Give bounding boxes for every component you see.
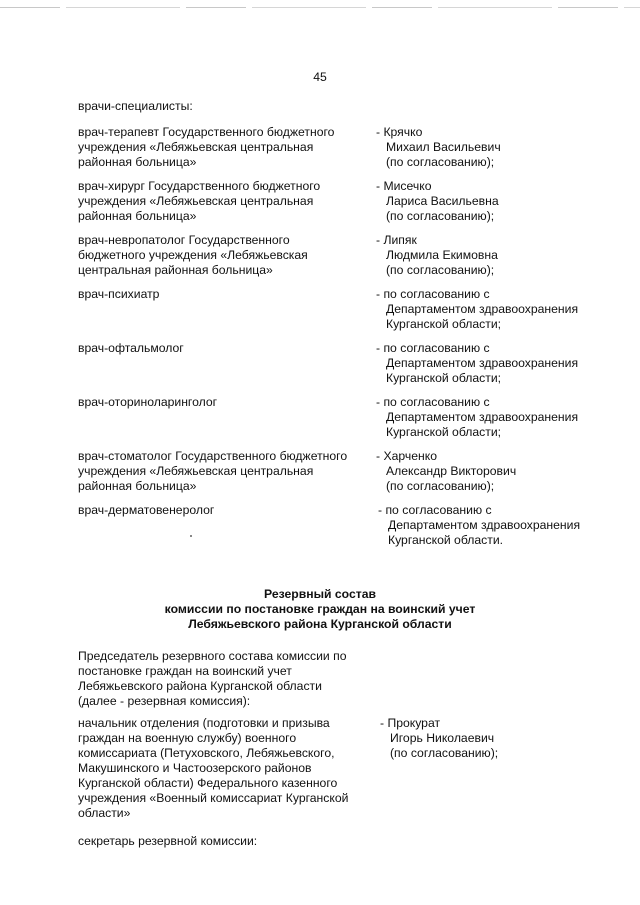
doctor-position: врач-оториноларинголог	[78, 395, 218, 409]
reserve-heading-line-1: Резервный состав	[264, 587, 376, 601]
doctor-person: - Крячко Михаил Васильевич (по согласованию);	[376, 125, 501, 169]
doctor-position: врач-дерматовенеролог	[78, 503, 215, 517]
doctor-person: - Мисечко Лариса Васильевна (по согласованию);	[376, 179, 499, 223]
page-number: 45	[313, 70, 327, 84]
doctor-position: врач-терапевт Государственного бюджетного учреждения «Лебяжьевская центральная районная больница»	[78, 125, 335, 169]
scan-speck	[190, 535, 192, 537]
doctor-position: врач-офтальмолог	[78, 341, 184, 355]
doctor-person: - по согласованию с Департаментом здравоохранения Курганской области;	[376, 287, 579, 331]
doctor-person: - по согласованию с Департаментом здравоохранения Курганской области;	[376, 341, 579, 385]
doctor-position: врач-невропатолог Государственного бюджетного учреждения «Лебяжьевская центральная районная больница»	[78, 233, 308, 277]
reserve-heading-line-2: комиссии по постановке граждан на воинский учет	[164, 602, 476, 616]
doctor-position: врач-психиатр	[78, 287, 160, 301]
doctor-position: врач-хирург Государственного бюджетного учреждения «Лебяжьевская центральная районная больница»	[78, 179, 321, 223]
section-label: врачи-специалисты:	[78, 99, 193, 113]
doctor-person: - по согласованию с Департаментом здравоохранения Курганской области;	[376, 395, 579, 439]
reserve-heading-line-3: Лебяжьевского района Курганской области	[188, 617, 452, 631]
doctor-person: - по согласованию с Департаментом здравоохранения Курганской области.	[378, 503, 581, 547]
scan-border-line	[0, 7, 640, 8]
doctor-person: - Липяк Людмила Екимовна (по согласованию);	[376, 233, 498, 277]
doctor-person: - Харченко Александр Викторович (по согласованию);	[376, 449, 517, 493]
member-position: начальник отделения (подготовки и призыва граждан на военную службу) военного комиссариата (Петуховского, Лебяжьевского, Макушинского и Частоозерского районов Курганской области) Федерального казенного учреждения «Военный комиссариат Курганской области»	[78, 716, 349, 820]
chairman-block: Председатель резервного состава комиссии по постановке граждан на воинский учет Лебяжьевского района Курганской области (далее - резервная комиссия):	[78, 649, 347, 708]
member-person: - Прокурат Игорь Николаевич (по согласованию);	[380, 716, 499, 760]
doctor-position: врач-стоматолог Государственного бюджетного учреждения «Лебяжьевская центральная районная больница»	[78, 449, 348, 493]
secretary-label: секретарь резервной комиссии:	[78, 834, 258, 848]
